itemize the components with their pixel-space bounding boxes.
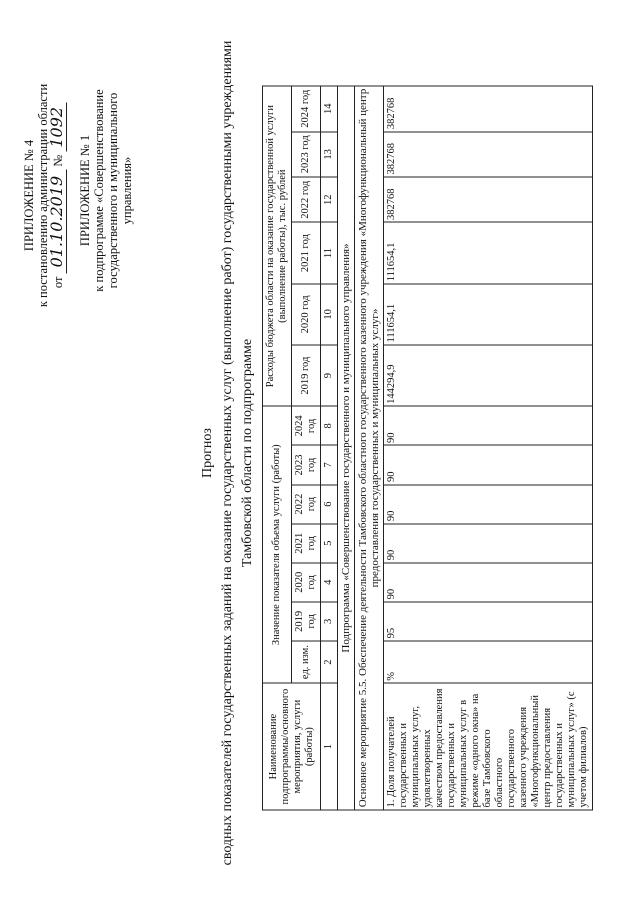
column-number: 7 — [321, 445, 338, 484]
handwritten-date: 01.10.2019 — [47, 169, 67, 273]
indicator-unit: % — [384, 640, 593, 682]
col-budget-header: Расходы бюджета области на оказание государственной услуги (выполнение работы), тыс. рублей — [263, 86, 292, 406]
subprogram-row-label: Подпрограмма «Совершенствование государственного и муниципального управления» — [338, 86, 355, 810]
subprogram-row — [338, 86, 355, 810]
year-header: 2024 год — [292, 86, 321, 132]
activity-row-label: Основное мероприятие 5.5. Обеспечение деятельности Тамбовского областного государственного казенного учреждения «Многофункциональный центр предоставления государственных и муниципальных услуг» — [355, 86, 384, 810]
budget-value: 382768 — [384, 86, 593, 132]
volume-value: 90 — [384, 484, 593, 523]
handwritten-number: 1092 — [47, 102, 67, 151]
column-number: 14 — [321, 86, 338, 132]
volume-value: 90 — [384, 445, 593, 484]
year-header: 2022 год — [292, 484, 321, 523]
column-number: 10 — [321, 283, 338, 344]
volume-value: 95 — [384, 601, 593, 640]
resolution-reference: к постановлению администрации области — [36, 83, 50, 307]
from-label: от — [51, 276, 65, 288]
column-number: 12 — [321, 177, 338, 222]
year-header: 2019 год — [292, 345, 321, 406]
indicator-name: 1. Доля получателей государственных и муниципальных услуг, удовлетворенных качеством предоставления государственных и муниципальных услуг в режиме «одного окна» на базе Тамбовского областного государственного казенного учреждения «Многофункциональный центр предоставления государственных и муниципальных услуг» (с учетом филиалов) — [384, 683, 593, 810]
column-number: 9 — [321, 345, 338, 406]
column-number: 1 — [321, 683, 338, 810]
appendix-main-title: ПРИЛОЖЕНИЕ № 4 — [22, 139, 36, 251]
table-row — [384, 86, 593, 810]
resolution-header — [22, 30, 65, 360]
year-header: 2024 год — [292, 406, 321, 445]
forecast-table — [262, 85, 593, 810]
document-subtitle-1: сводных показателей государственных заданий на оказание государственных услуг (выполнение работ) государственными учреждениями — [220, 40, 235, 865]
column-number: 5 — [321, 523, 338, 562]
year-header: 2021 год — [292, 222, 321, 283]
year-header: 2019 год — [292, 601, 321, 640]
column-number: 2 — [321, 640, 338, 682]
subprogram-header — [78, 60, 134, 320]
number-label: № — [51, 154, 65, 167]
volume-value: 90 — [384, 406, 593, 445]
year-header: 2023 год — [292, 131, 321, 176]
budget-value: 382768 — [384, 131, 593, 176]
year-header: 2021 год — [292, 523, 321, 562]
budget-value: 144294,9 — [384, 345, 593, 406]
budget-value: 111654,1 — [384, 283, 593, 344]
column-number: 11 — [321, 222, 338, 283]
date-number-line — [47, 30, 66, 360]
subprogram-line-1: к подпрограмме «Совершенствование — [92, 88, 106, 292]
column-number: 6 — [321, 484, 338, 523]
volume-value: 90 — [384, 523, 593, 562]
col-name-header: Наименование подпрограммы/основного мероприятия, услуги (работы) — [263, 683, 321, 810]
appendix-sub-title: ПРИЛОЖЕНИЕ № 1 — [78, 134, 92, 246]
activity-row — [355, 86, 384, 810]
year-header: 2023 год — [292, 445, 321, 484]
year-header: 2020 год — [292, 283, 321, 344]
budget-value: 382768 — [384, 177, 593, 222]
column-number: 8 — [321, 406, 338, 445]
column-number-row — [321, 86, 338, 810]
table-header-row-1 — [263, 86, 292, 810]
col-volume-header: Значение показателя объема услуги (работы) — [263, 406, 292, 683]
document-title: Прогноз — [200, 427, 215, 478]
document-subtitle-2: Тамбовской области по подпрограмме — [240, 338, 255, 567]
year-header: 2020 год — [292, 562, 321, 601]
year-header: 2022 год — [292, 177, 321, 222]
column-number: 3 — [321, 601, 338, 640]
col-unit-header: ед. изм. — [292, 640, 321, 682]
column-number: 13 — [321, 131, 338, 176]
volume-value: 90 — [384, 562, 593, 601]
subprogram-line-3: управления» — [120, 156, 134, 224]
subprogram-line-2: государственного и муниципального — [106, 92, 120, 288]
budget-value: 111654,1 — [384, 222, 593, 283]
column-number: 4 — [321, 562, 338, 601]
